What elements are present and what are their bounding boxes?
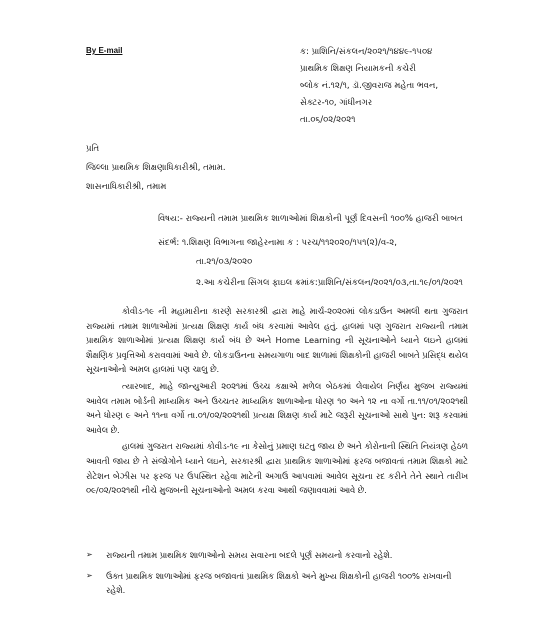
reference-number: ક: પ્રાશિનિ/સંકલન/૨૦૨૧/૧૪૪૯-૧૫૦૪ (300, 47, 433, 57)
list-item (86, 548, 468, 563)
list-item-text: ઉક્ત પ્રાથમિક શાળાઓમાં ફરજ બજાવતાં પ્રાથમિક શિક્ષકો અને મુખ્ય શિક્ષકોની હાજરી ૧૦૦% રાખવાની રહેશે. (106, 570, 452, 596)
body-paragraph-1: કોવીડ-૧૯ ની મહામારીના કારણે સરકારશ્રી દ્વારા માહે માર્ચ-૨૦૨૦માં લોકડાઉન અમલી થતા ગુજરાત રાજ્યમાં તમામ શાળાઓમાં પ્રત્યક્ષ શિક્ષણ કાર્ય બંધ કરવામાં આવેલ હતું. હાલમાં પણ ગુજરાત રાજ્યની તમામ પ્રાથમિક શાળાઓમાં પ્રત્યક્ષ શિક્ષણ કાર્ય બંધ છે અને Home Learning ની સૂચનાઓને ધ્યાને લઇને હાલમાં શૈક્ષણિક પ્રવૃત્તિઓ કરાવવામાં આવે છે. લોકડાઉનના સમયગાળા બાદ શાળામાં શિક્ષકોની હાજરી બાબતે પ્રસિદ્ધ થયેલ સૂચનાઓનો અમલ હાલમાં પણ ચાલુ છે. (86, 306, 468, 375)
body-paragraph-3: હાલમાં ગુજરાત રાજ્યમાં કોવીડ-૧૯ ના કેસોનું પ્રમાણ ઘટતુ જાય છે અને કોરોનાની સ્થિતિ નિયંત્રણ હેઠળ આવતી જાય છે તે સંજોગોને ધ્યાને લઇને, સરકારશ્રી દ્વારા પ્રાથમિક શાળાઓમાં ફરજ બજાવતાં તમામ શિક્ષકો માટે રોટેશન બેઝીસ પર ફરજ પર ઉપસ્થિત રહેવા માટેની અગાઉ આપવામાં આવેલ સૂચના રદ કરીને તેને સ્થાને તારીખ ૦૯/૦૨/૨૦૨૧થી નીચે મુજબની સૂચનાઓનો અમલ કરવા આથી જણાવવામાં આવે છે. (86, 441, 468, 496)
delivery-mode: By E-mail (86, 46, 123, 55)
office-address-line-2: સેક્ટર-૧૦, ગાંધીનગર (300, 98, 373, 108)
letter-subject: વિષય:- રાજ્યની તમામ પ્રાથમિક શાળાઓમાં શિક્ષકોની પૂર્ણ દિવસની ૧૦૦% હાજરી બાબત (158, 214, 463, 224)
office-address-line-1: બ્લોક નં.૧૨/૧, ડૉ.જીવરાજ મહેતા ભવન, (300, 81, 439, 91)
reference-line-2: ૨.આ કચેરીના સિંગલ ફાઇલ ક્રમાંક:પ્રાશિનિ/સંકલન/૨૦૨૧/૦૩,તા.૧૯/૦૧/૨૦૨૧ (196, 278, 463, 288)
instruction-list (86, 548, 468, 604)
office-name: પ્રાથમિક શિક્ષણ નિયામકની કચેરી (300, 64, 416, 74)
letter-body (86, 304, 468, 500)
list-item-text: રાજ્યની તમામ પ્રાથમિક શાળાઓનો સમય સવારના બદલે પૂર્ણ સમયનો કરવાનો રહેશે. (106, 550, 393, 560)
list-item (86, 569, 468, 598)
arrow-bullet-icon: ➢ (86, 550, 93, 559)
reference-line-1: સંદર્ભ: ૧.શિક્ષણ વિભાગના જાહેરનામા ક : પરચ/૧૧૨૦૨૦/૧૫૧(૨)/વ-૨, (158, 238, 397, 248)
recipient-line-2: શાસનાધિકારીશ્રી, તમામ (86, 182, 167, 192)
body-paragraph-2: ત્યારબાદ, માહે જાન્યુઆરી ૨૦૨૧માં ઉચ્ચ કક્ષાએ મળેલ બેઠકમાં લેવાયેલ નિર્ણય મુજબ રાજ્યમાં આવેલ તમામ બોર્ડની માધ્યમિક અને ઉચ્ચતર માધ્યમિક શાળાઓના ધોરણ ૧૦ અને ૧૨ ના વર્ગો તા.૧૧/૦૧/૨૦૨૧થી અને ધોરણ ૯ અને ૧૧ના વર્ગો તા.૦૧/૦૨/૨૦૨૧થી પ્રત્યક્ષ શિક્ષણ કાર્ય માટે જરૂરી સૂચનાઓ સાથે પુન: શરૂ કરવામાં આવેલ છે. (86, 380, 468, 435)
arrow-bullet-icon: ➢ (86, 570, 93, 580)
reference-block (158, 234, 463, 293)
recipient-prefix: પ્રતિ (86, 144, 100, 154)
recipient-block (86, 140, 226, 197)
reference-line-1-date: તા.૨૧/૦૩/૨૦૨૦ (196, 257, 253, 267)
letter-date: તા.૦૬/૦૨/૨૦૨૧ (300, 115, 356, 125)
recipient-line-1: જિલ્લા પ્રાથમિક શિક્ષણાધિકારીશ્રી, તમામ. (86, 163, 226, 173)
office-header (300, 44, 520, 129)
